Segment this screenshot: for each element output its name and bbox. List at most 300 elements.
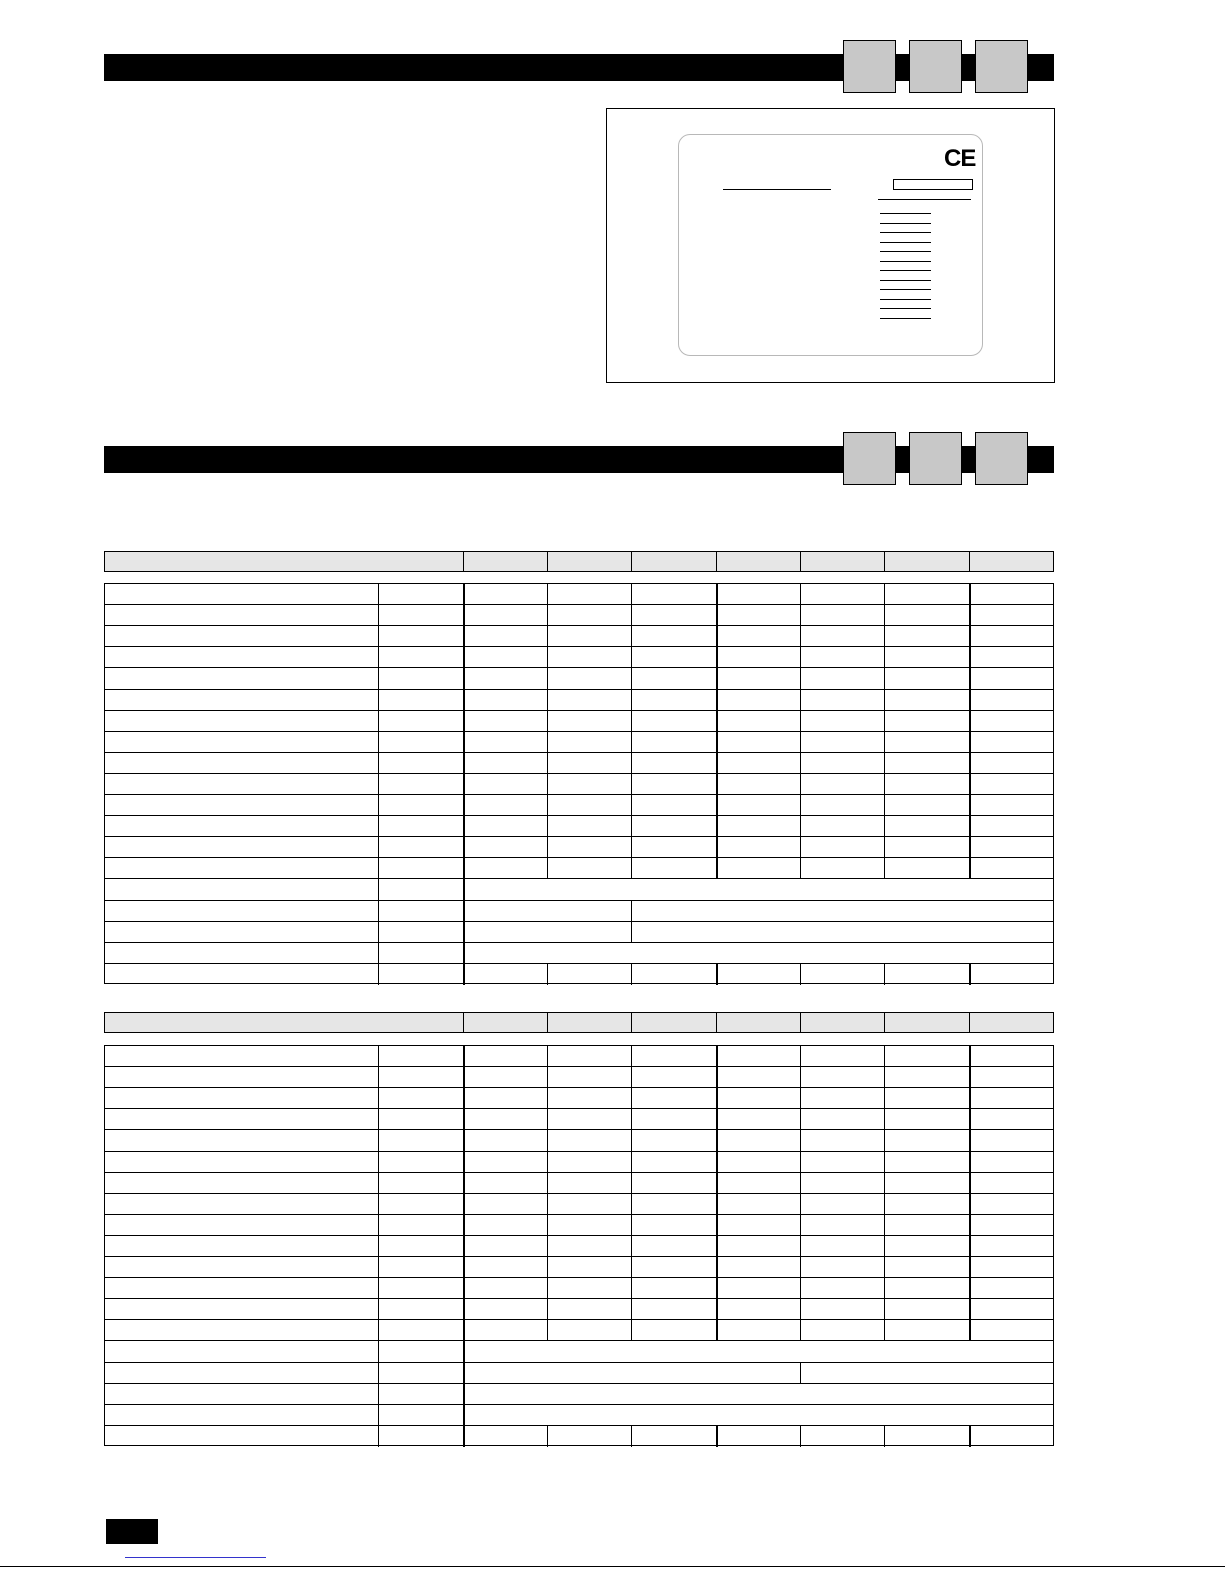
column-divider	[463, 1109, 465, 1129]
column-divider	[800, 1152, 801, 1172]
column-divider	[800, 1236, 801, 1256]
column-divider	[631, 922, 632, 942]
language-tab[interactable]	[975, 40, 1028, 93]
column-divider	[716, 711, 718, 731]
column-divider	[631, 837, 632, 857]
column-divider	[463, 1194, 465, 1214]
table-row	[105, 1067, 1053, 1088]
column-divider	[463, 1152, 465, 1172]
column-divider	[800, 816, 801, 836]
column-divider	[969, 1194, 971, 1214]
column-divider	[547, 837, 548, 857]
column-divider	[378, 1341, 379, 1361]
column-divider	[716, 1088, 718, 1108]
column-divider	[463, 795, 465, 815]
column-divider	[631, 605, 632, 625]
column-divider	[800, 1363, 801, 1383]
column-divider	[463, 1405, 465, 1425]
plate-spec-line	[880, 308, 931, 309]
column-divider	[800, 858, 801, 878]
column-divider	[884, 1088, 885, 1108]
header-label-cell	[105, 552, 463, 571]
column-divider	[969, 837, 971, 857]
header-model-cell	[463, 1013, 547, 1032]
column-divider	[463, 1278, 465, 1298]
column-divider	[969, 732, 971, 752]
column-divider	[547, 690, 548, 710]
column-divider	[969, 1067, 971, 1087]
column-divider	[800, 795, 801, 815]
column-divider	[547, 1067, 548, 1087]
column-divider	[800, 1130, 801, 1150]
column-divider	[463, 668, 465, 688]
column-divider	[463, 690, 465, 710]
table-row	[105, 1088, 1053, 1109]
column-divider	[969, 1320, 971, 1340]
column-divider	[378, 1405, 379, 1425]
column-divider	[800, 1320, 801, 1340]
column-divider	[800, 1426, 801, 1447]
column-divider	[884, 668, 885, 688]
column-divider	[800, 1278, 801, 1298]
column-divider	[631, 1320, 632, 1340]
column-divider	[547, 584, 548, 604]
column-divider	[547, 1109, 548, 1129]
table-row	[105, 1130, 1053, 1151]
column-divider	[716, 753, 718, 773]
column-divider	[716, 795, 718, 815]
column-divider	[800, 668, 801, 688]
column-divider	[547, 858, 548, 878]
column-divider	[800, 584, 801, 604]
plate-spec-line	[880, 289, 931, 290]
column-divider	[800, 1088, 801, 1108]
language-tab[interactable]	[975, 432, 1028, 485]
column-divider	[631, 1236, 632, 1256]
table-row	[105, 690, 1053, 711]
table-row	[105, 922, 1053, 943]
column-divider	[800, 964, 801, 985]
column-divider	[969, 816, 971, 836]
column-divider	[378, 964, 379, 985]
table-row	[105, 1363, 1053, 1384]
column-divider	[884, 711, 885, 731]
column-divider	[378, 1426, 379, 1447]
column-divider	[716, 1046, 718, 1066]
column-divider	[378, 774, 379, 794]
column-divider	[378, 1299, 379, 1319]
column-divider	[800, 690, 801, 710]
column-divider	[716, 816, 718, 836]
column-divider	[716, 1194, 718, 1214]
column-divider	[884, 605, 885, 625]
column-divider	[547, 1257, 548, 1277]
rating-plate	[678, 134, 983, 356]
header-model-cell	[884, 1013, 969, 1032]
table-row	[105, 879, 1053, 900]
column-divider	[884, 1320, 885, 1340]
column-divider	[547, 1299, 548, 1319]
plate-serial-box	[893, 179, 973, 190]
table-row	[105, 1194, 1053, 1215]
column-divider	[716, 964, 718, 985]
table-row	[105, 605, 1053, 626]
table-row	[105, 837, 1053, 858]
column-divider	[969, 1109, 971, 1129]
column-divider	[378, 901, 379, 921]
column-divider	[884, 964, 885, 985]
column-divider	[463, 1088, 465, 1108]
column-divider	[969, 584, 971, 604]
column-divider	[884, 584, 885, 604]
plate-spec-line	[880, 280, 931, 281]
header-model-cell	[631, 552, 716, 571]
column-divider	[631, 690, 632, 710]
column-divider	[800, 774, 801, 794]
table-row	[105, 668, 1053, 689]
column-divider	[969, 668, 971, 688]
language-tab[interactable]	[843, 40, 896, 93]
plate-spec-line	[880, 232, 931, 233]
column-divider	[631, 795, 632, 815]
column-divider	[631, 1194, 632, 1214]
column-divider	[378, 732, 379, 752]
column-divider	[378, 605, 379, 625]
table-row	[105, 964, 1053, 985]
column-divider	[378, 1067, 379, 1087]
column-divider	[800, 605, 801, 625]
plate-divider-line	[878, 199, 971, 200]
column-divider	[631, 1257, 632, 1277]
header-model-cell	[800, 1013, 884, 1032]
table-row	[105, 858, 1053, 879]
table-row	[105, 732, 1053, 753]
table-row	[105, 1257, 1053, 1278]
column-divider	[716, 1067, 718, 1087]
column-divider	[969, 858, 971, 878]
footer-link[interactable]	[125, 1557, 266, 1558]
table-row	[105, 1299, 1053, 1320]
rating-plate-figure	[606, 108, 1055, 383]
column-divider	[884, 1257, 885, 1277]
table-row	[105, 774, 1053, 795]
table-row	[105, 1384, 1053, 1405]
column-divider	[378, 858, 379, 878]
column-divider	[547, 795, 548, 815]
column-divider	[884, 626, 885, 646]
column-divider	[969, 1236, 971, 1256]
column-divider	[969, 605, 971, 625]
table-row	[105, 1173, 1053, 1194]
column-divider	[463, 774, 465, 794]
column-divider	[547, 626, 548, 646]
column-divider	[969, 1257, 971, 1277]
header-model-cell	[884, 552, 969, 571]
column-divider	[378, 1363, 379, 1383]
column-divider	[378, 1152, 379, 1172]
plate-spec-line	[880, 299, 931, 300]
column-divider	[463, 1130, 465, 1150]
table-row	[105, 1236, 1053, 1257]
plate-spec-line	[880, 223, 931, 224]
column-divider	[969, 1426, 971, 1447]
plate-spec-line	[880, 242, 931, 243]
table-row	[105, 943, 1053, 964]
column-divider	[969, 753, 971, 773]
column-divider	[631, 1426, 632, 1447]
column-divider	[800, 732, 801, 752]
column-divider	[969, 1088, 971, 1108]
language-tab[interactable]	[843, 432, 896, 485]
column-divider	[800, 1257, 801, 1277]
table-row	[105, 1046, 1053, 1067]
column-divider	[463, 1384, 465, 1404]
column-divider	[463, 1320, 465, 1340]
header-model-cell	[969, 552, 1053, 571]
column-divider	[631, 1152, 632, 1172]
column-divider	[800, 1067, 801, 1087]
plate-spec-line	[880, 213, 931, 214]
table-row	[105, 584, 1053, 605]
column-divider	[800, 1215, 801, 1235]
table-row	[105, 711, 1053, 732]
column-divider	[631, 668, 632, 688]
column-divider	[884, 1109, 885, 1129]
column-divider	[378, 647, 379, 667]
column-divider	[378, 690, 379, 710]
table-row	[105, 901, 1053, 922]
column-divider	[716, 1426, 718, 1447]
column-divider	[631, 626, 632, 646]
column-divider	[969, 1299, 971, 1319]
column-divider	[969, 1152, 971, 1172]
column-divider	[969, 626, 971, 646]
ce-mark-icon: CE	[944, 145, 976, 172]
table-row	[105, 626, 1053, 647]
column-divider	[547, 647, 548, 667]
column-divider	[547, 1320, 548, 1340]
column-divider	[547, 1173, 548, 1193]
column-divider	[631, 964, 632, 985]
table-row	[105, 795, 1053, 816]
column-divider	[463, 753, 465, 773]
table-row	[105, 1320, 1053, 1341]
column-divider	[631, 816, 632, 836]
column-divider	[800, 1046, 801, 1066]
column-divider	[716, 837, 718, 857]
column-divider	[631, 711, 632, 731]
header-model-cell	[716, 1013, 800, 1032]
spec-table	[104, 583, 1054, 984]
header-model-cell	[969, 1013, 1053, 1032]
column-divider	[884, 1173, 885, 1193]
column-divider	[969, 711, 971, 731]
column-divider	[378, 1215, 379, 1235]
column-divider	[884, 795, 885, 815]
column-divider	[378, 816, 379, 836]
column-divider	[547, 1236, 548, 1256]
column-divider	[884, 753, 885, 773]
column-divider	[716, 1257, 718, 1277]
column-divider	[631, 1046, 632, 1066]
column-divider	[631, 1088, 632, 1108]
column-divider	[463, 711, 465, 731]
column-divider	[716, 1152, 718, 1172]
column-divider	[378, 1046, 379, 1066]
column-divider	[378, 1384, 379, 1404]
column-divider	[463, 964, 465, 985]
column-divider	[378, 1194, 379, 1214]
column-divider	[969, 1278, 971, 1298]
table-row	[105, 1405, 1053, 1426]
column-divider	[463, 1426, 465, 1447]
column-divider	[969, 1130, 971, 1150]
column-divider	[631, 584, 632, 604]
column-divider	[378, 1320, 379, 1340]
column-divider	[463, 1363, 465, 1383]
column-divider	[631, 732, 632, 752]
column-divider	[631, 774, 632, 794]
column-divider	[463, 858, 465, 878]
spec-table-header	[104, 551, 1054, 572]
column-divider	[463, 943, 465, 963]
column-divider	[378, 837, 379, 857]
column-divider	[378, 1173, 379, 1193]
column-divider	[884, 1278, 885, 1298]
column-divider	[463, 816, 465, 836]
column-divider	[800, 626, 801, 646]
column-divider	[969, 1215, 971, 1235]
column-divider	[463, 605, 465, 625]
table-row	[105, 816, 1053, 837]
column-divider	[547, 711, 548, 731]
column-divider	[800, 1173, 801, 1193]
column-divider	[884, 816, 885, 836]
column-divider	[378, 1278, 379, 1298]
column-divider	[547, 1215, 548, 1235]
column-divider	[969, 647, 971, 667]
header-label-cell	[105, 1013, 463, 1032]
column-divider	[463, 1236, 465, 1256]
column-divider	[800, 711, 801, 731]
column-divider	[884, 1046, 885, 1066]
column-divider	[716, 626, 718, 646]
spec-table	[104, 1045, 1054, 1446]
column-divider	[884, 1299, 885, 1319]
column-divider	[547, 1278, 548, 1298]
column-divider	[631, 1130, 632, 1150]
header-model-cell	[800, 552, 884, 571]
column-divider	[884, 1236, 885, 1256]
column-divider	[378, 753, 379, 773]
table-row	[105, 753, 1053, 774]
column-divider	[716, 1320, 718, 1340]
column-divider	[884, 858, 885, 878]
column-divider	[378, 943, 379, 963]
table-row	[105, 1341, 1053, 1362]
column-divider	[463, 901, 465, 921]
column-divider	[716, 858, 718, 878]
column-divider	[547, 1194, 548, 1214]
header-model-cell	[716, 552, 800, 571]
table-row	[105, 647, 1053, 668]
column-divider	[716, 605, 718, 625]
plate-spec-line	[880, 318, 931, 319]
plate-model-line	[723, 189, 831, 190]
column-divider	[631, 1067, 632, 1087]
table-row	[105, 1152, 1053, 1173]
plate-spec-line	[880, 261, 931, 262]
column-divider	[463, 584, 465, 604]
column-divider	[463, 922, 465, 942]
page-number-tab	[106, 1519, 158, 1544]
column-divider	[884, 1067, 885, 1087]
column-divider	[884, 1130, 885, 1150]
column-divider	[716, 1109, 718, 1129]
column-divider	[631, 901, 632, 921]
column-divider	[716, 1215, 718, 1235]
column-divider	[378, 711, 379, 731]
column-divider	[969, 795, 971, 815]
column-divider	[463, 1173, 465, 1193]
column-divider	[716, 668, 718, 688]
column-divider	[378, 1257, 379, 1277]
column-divider	[884, 647, 885, 667]
column-divider	[547, 774, 548, 794]
column-divider	[884, 690, 885, 710]
column-divider	[378, 795, 379, 815]
plate-spec-line	[880, 251, 931, 252]
column-divider	[884, 1152, 885, 1172]
column-divider	[631, 1278, 632, 1298]
table-row	[105, 1215, 1053, 1236]
column-divider	[800, 837, 801, 857]
column-divider	[463, 647, 465, 667]
column-divider	[884, 1215, 885, 1235]
header-model-cell	[547, 552, 631, 571]
language-tab[interactable]	[909, 432, 962, 485]
column-divider	[463, 879, 465, 899]
column-divider	[800, 647, 801, 667]
column-divider	[884, 1194, 885, 1214]
language-tab[interactable]	[909, 40, 962, 93]
column-divider	[716, 732, 718, 752]
column-divider	[716, 1236, 718, 1256]
column-divider	[800, 1109, 801, 1129]
column-divider	[631, 647, 632, 667]
column-divider	[378, 1109, 379, 1129]
column-divider	[884, 732, 885, 752]
column-divider	[884, 1426, 885, 1447]
column-divider	[800, 753, 801, 773]
column-divider	[547, 1088, 548, 1108]
column-divider	[463, 732, 465, 752]
column-divider	[631, 1299, 632, 1319]
table-row	[105, 1109, 1053, 1130]
column-divider	[547, 668, 548, 688]
table-row	[105, 1278, 1053, 1299]
column-divider	[716, 1173, 718, 1193]
column-divider	[547, 1152, 548, 1172]
plate-spec-line	[880, 270, 931, 271]
column-divider	[969, 774, 971, 794]
spec-table-header	[104, 1012, 1054, 1033]
column-divider	[463, 1257, 465, 1277]
column-divider	[378, 668, 379, 688]
column-divider	[547, 605, 548, 625]
header-model-cell	[547, 1013, 631, 1032]
column-divider	[463, 1046, 465, 1066]
